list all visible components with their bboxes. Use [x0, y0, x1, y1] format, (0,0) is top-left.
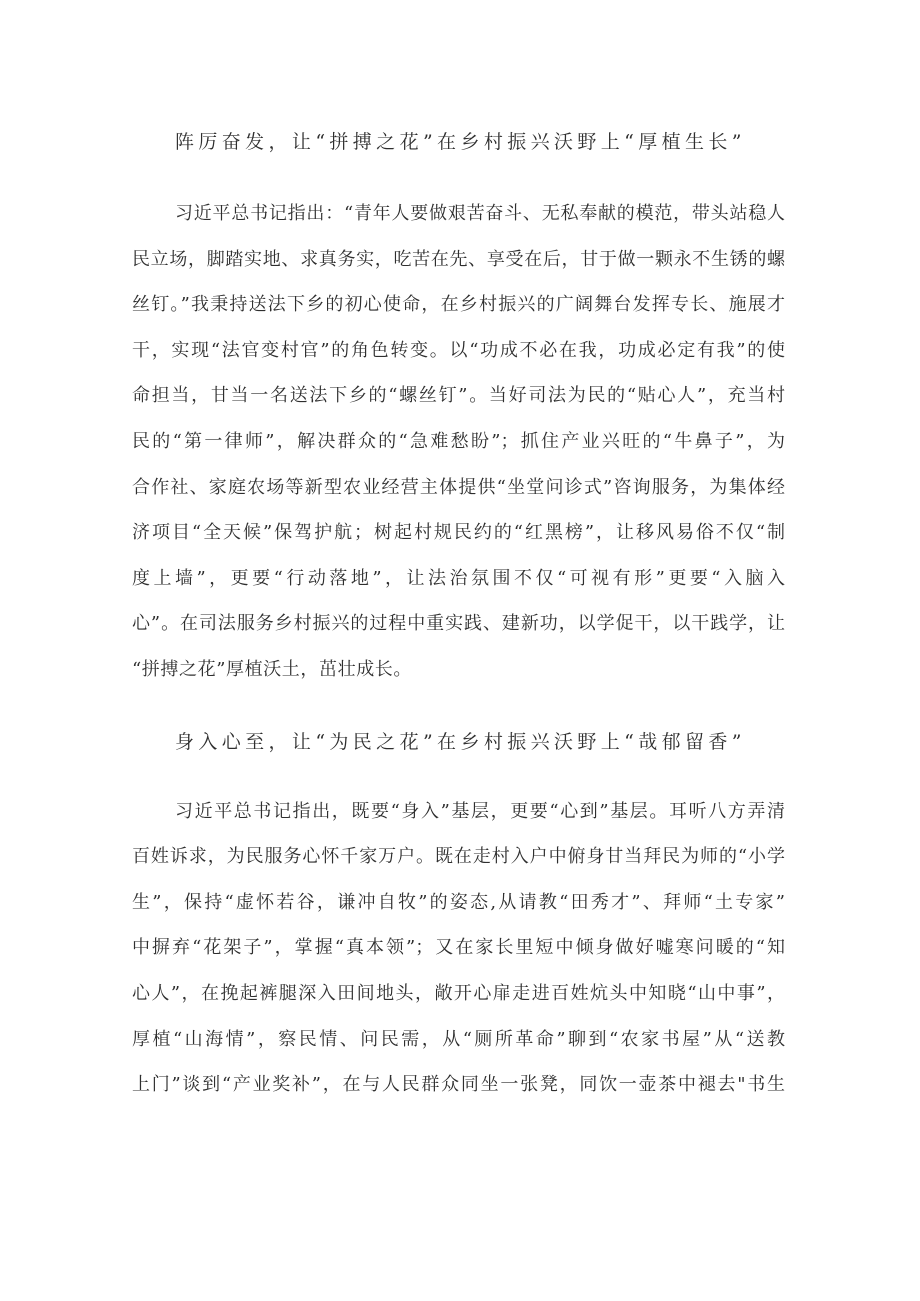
paragraph-line: 济项目“全天候”保驾护航；树起村规民约的“红黑榜”，让移风易俗不仅“制 — [132, 522, 785, 544]
paragraph-line: 心”。在司法服务乡村振兴的过程中重实践、建新功，以学促干，以干践学，让 — [132, 613, 785, 635]
paragraph-line: 民立场，脚踏实地、求真务实，吃苦在先、享受在后，甘于做一颗永不生锈的螺 — [132, 248, 785, 270]
paragraph-line: 习近平总书记指出：“青年人要做艰苦奋斗、无私奉献的模范，带头站稳人 — [175, 203, 785, 224]
section-heading: 阵厉奋发，让“拼搏之花”在乡村振兴沃野上“厚植生长” — [175, 131, 742, 153]
section-heading: 身入心至，让“为民之花”在乡村振兴沃野上“哉郁留香” — [175, 730, 742, 753]
paragraph-line: 习近平总书记指出，既要“身入”基层，更要“心到”基层。耳听八方弄清 — [175, 800, 785, 822]
paragraph — [132, 789, 785, 1108]
paragraph-line: 百姓诉求，为民服务心怀千家万户。既在走村入户中俯身甘当拜民为师的“小学 — [132, 846, 785, 868]
document-body — [132, 119, 785, 1134]
paragraph-line: 生”，保持“虚怀若谷，谦冲自牧”的姿态,从请教“田秀才”、拜师“土专家” — [132, 891, 785, 913]
paragraph — [132, 191, 785, 693]
paragraph-line: 度上墙”，更要“行动落地”，让法治氛围不仅“可视有形”更要“入脑入 — [132, 567, 785, 589]
paragraph-line: 中摒弃“花架子”，掌握“真本领”；又在家长里短中倾身做好嘘寒问暖的“知 — [132, 937, 785, 959]
paragraph-line: 上门”谈到“产业奖补”，在与人民群众同坐一张凳，同饮一壶茶中褪去"书生 — [132, 1074, 785, 1096]
paragraph-line: 厚植“山海情”，察民情、问民需，从“厕所革命”聊到“农家书屋”从“送教 — [132, 1028, 785, 1050]
paragraph-line: 命担当，甘当一名送法下乡的“螺丝钉”。当好司法为民的“贴心人”，充当村 — [132, 385, 785, 407]
paragraph-line: 合作社、家庭农场等新型农业经营主体提供“坐堂问诊式”咨询服务，为集体经 — [132, 476, 785, 498]
paragraph-line: 干，实现“法官变村官”的角色转变。以“功成不必在我，功成必定有我”的使 — [132, 339, 785, 361]
paragraph-line: 心人”，在挽起裤腿深入田间地头，敞开心扉走进百姓炕头中知晓“山中事”， — [132, 982, 785, 1004]
paragraph-line: 民的“第一律师”，解决群众的“急难愁盼”；抓住产业兴旺的“牛鼻子”，为 — [132, 430, 785, 452]
paragraph-line: 丝钉。”我秉持送法下乡的初心使命，在乡村振兴的广阔舞台发挥专长、施展才 — [132, 294, 785, 316]
paragraph-line: “拼搏之花”厚植沃土，茁壮成长。 — [132, 658, 413, 680]
